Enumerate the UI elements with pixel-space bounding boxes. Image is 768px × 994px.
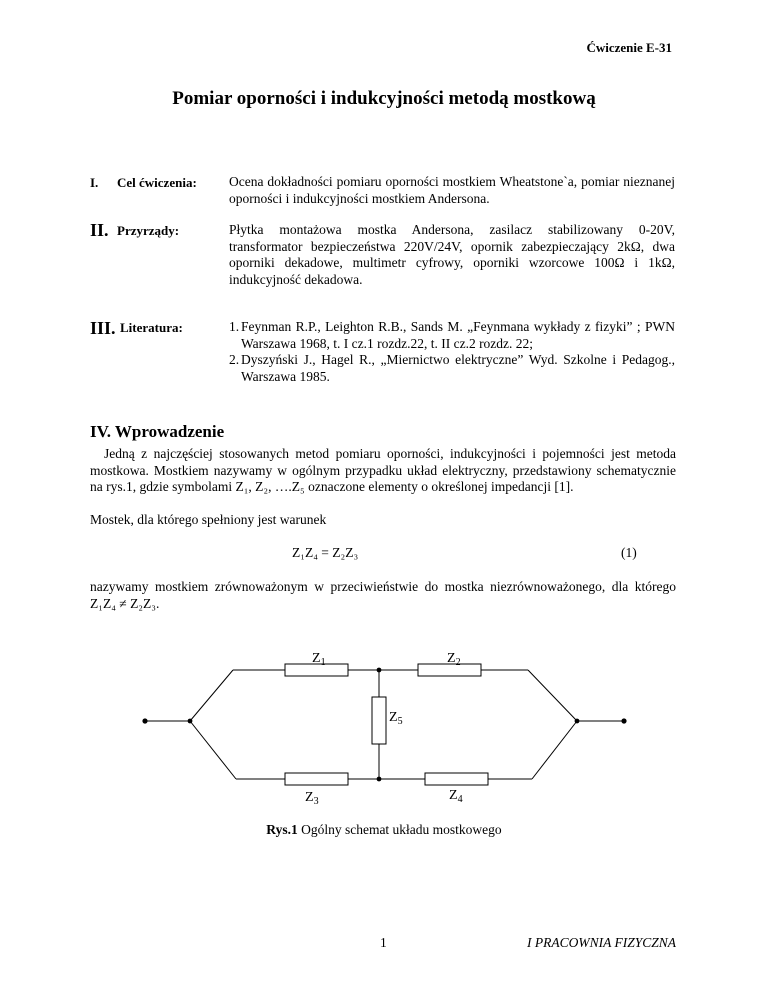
impedance-z3: [285, 773, 348, 785]
impedance-z4: [425, 773, 488, 785]
label-z2: $Z_2$: [447, 651, 461, 668]
equation-1-number: (1): [621, 545, 637, 560]
right-terminal: [621, 718, 626, 723]
section-i-text: Ocena dokładności pomiaru oporności mostkiem Wheatstone`a, pomiar nieznanej oporności i indukcyjności mostkiem Andersona.: [229, 174, 675, 206]
section-ii-number: II.: [90, 220, 109, 240]
left-terminal: [142, 718, 147, 723]
section-i-number: I.: [90, 175, 99, 190]
intro-paragraph-3: nazywamy mostkiem zrównoważonym w przeciwieństwie do mostka niezrównoważonego, dla którego Z₁Z₄ ≠ Z₂Z₃.: [90, 579, 676, 611]
label-z1: $Z_1$: [312, 651, 326, 668]
section-iii-number: III.: [90, 318, 116, 338]
footer-lab-name: I PRACOWNIA FIZYCZNA: [526, 935, 676, 950]
literature-item-text: Dyszyński J., Hagel R., „Miernictwo elektryczne” Wyd. Szkolne i Pedagog., Warszawa 1985.: [241, 352, 675, 384]
equation-1: Z₁Z₄ = Z₂Z₃: [292, 545, 359, 560]
label-z5: $Z_5$: [389, 710, 403, 727]
intro-paragraph-1: Jedną z najczęściej stosowanych metod pomiaru oporności, indukcyjności i pojemności jest metoda mostkowa. Mostkiem nazywamy w ogólnym przypadku układ elektryczny, przedstawiony schematycznie na rys.1, gdzie symbolami Z₁, Z₂, ….Z₅ oznaczone elementy o określonej impedancji [1].: [90, 446, 676, 494]
impedance-z5: [372, 697, 386, 744]
section-iii-label: Literatura:: [120, 320, 183, 335]
label-z4: $Z_4$: [449, 788, 463, 805]
section-ii-label: Przyrządy:: [117, 223, 180, 238]
literature-item-number: 1.: [229, 319, 240, 334]
left-node: [188, 719, 193, 724]
literature-item-number: 2.: [229, 352, 240, 367]
top-node: [377, 668, 382, 673]
figure-caption-text: Ogólny schemat układu mostkowego: [297, 822, 502, 837]
figure-caption-label: Rys.1: [266, 822, 298, 837]
section-ii-text: Płytka montażowa mostka Andersona, zasilacz stabilizowany 0-20V, transformator bezpieczeństwa 220V/24V, opornik zabezpieczający 2kΩ, dwa oporniki dekadowe, multimetr cyfrowy, oporniki wzorcowe 100Ω i 1kΩ, indukcyjność dekadowa.: [229, 222, 675, 287]
figure-caption: [0, 822, 768, 838]
section-iv-heading: IV. Wprowadzenie: [90, 422, 225, 441]
intro-paragraph-2: Mostek, dla którego spełniony jest warunek: [90, 512, 327, 527]
exercise-number: Ćwiczenie E-31: [586, 40, 672, 55]
bottom-node: [377, 777, 382, 782]
literature-item-text: Feynman R.P., Leighton R.B., Sands M. „Feynmana wykłady z fizyki” ; PWN Warszawa 1968, t. I cz.1 rozdz.22, t. II cz.2 rozdz. 22;: [241, 319, 675, 351]
right-node: [575, 719, 580, 724]
document-title: Pomiar oporności i indukcyjności metodą mostkową: [172, 88, 596, 109]
label-z3: $Z_3$: [305, 790, 319, 807]
page-number: 1: [380, 935, 387, 950]
section-i-label: Cel ćwiczenia:: [117, 175, 197, 190]
